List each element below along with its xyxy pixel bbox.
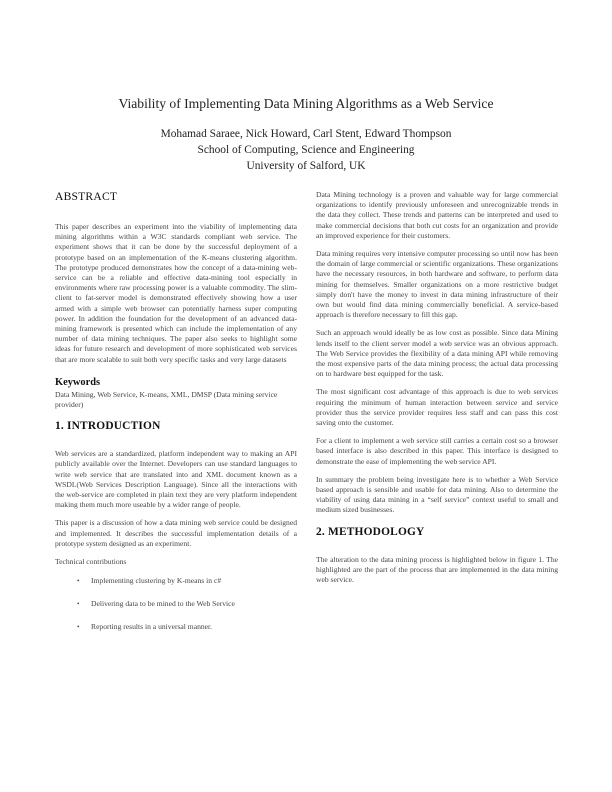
list-item <box>55 599 297 609</box>
intro-paragraph: Data Mining technology is a proven and valuable way for large commercial organizations to identify previously unforeseen and unrecognizable trends in the data they collect. These trends and patterns can be interpreted and used to make commercial decisions that both cut costs for an organization and provide an improved experience for their customers. <box>316 190 558 240</box>
methodology-paragraph: The alteration to the data mining process is highlighted below in figure 1. The highlighted are the part of the process that are implemented in the data mining web service. <box>316 554 558 585</box>
author-block <box>40 126 572 174</box>
keywords-heading: Keywords <box>55 376 101 388</box>
intro-paragraph: This paper is a discussion of how a data mining web service could be designed and implemented. It describes the successful implementation details of a prototype system designed as an experiment. <box>55 518 297 548</box>
keywords-text: Data Mining, Web Service, K-means, XML, DMSP (Data mining service provider) <box>55 389 278 410</box>
list-item <box>55 576 297 586</box>
bullet-icon: • <box>77 577 80 586</box>
intro-paragraph: Web services are a standardized, platform independent way to making an API publicly available over the Internet. Developers can use standard languages to write web service that are translated into and XML document known as a WSDL(Web Services Description Language). Since all the interactions with the web-service are completed in plain text they are very platform independent making them much more useable by a wider range of people. <box>55 449 297 510</box>
methodology-heading: 2. METHODOLOGY <box>316 525 425 538</box>
abstract-text: This paper describes an experiment into the viability of implementing data mining algorithms within a W3C standards compliant web service. The experiment shows that it can be done by the successful deployment of a prototype based on an implementation of the K-means clustering algorithm. The prototype produced demonstrates how the concept of a data-mining web-service can be a reliable and effective data-mining tool especially in environments where raw processing power is a valuable commodity. The slim-client to fat-server model is demonstrated effectively showing how a user armed with a simple web browser can potentially harness super computing power. In addition the foundation for the development of an advanced data-mining framework is presented which can include the implementation of any number of data mining techniques. The paper also seeks to highlight some ideas for future research and development of more sophisticated web services that are more scalable to suit both very specific tasks and very large datasets <box>55 222 297 364</box>
intro-paragraph: For a client to implement a web service still carries a certain cost so a browser based interface is also described in this paper. This interface is designed to demonstrate the ease of implementing the web service API. <box>316 436 558 466</box>
contribution-text: Reporting results in a universal manner. <box>91 622 213 632</box>
left-column <box>55 190 297 645</box>
affiliation-university: University of Salford, UK <box>246 160 366 172</box>
list-item <box>55 622 297 632</box>
affiliation-school: School of Computing, Science and Engineering <box>197 144 415 156</box>
paper-title: Viability of Implementing Data Mining Algorithms as a Web Service <box>118 96 494 111</box>
bullet-icon: • <box>77 623 80 632</box>
contributions-list <box>55 576 297 632</box>
author-names: Mohamad Saraee, Nick Howard, Carl Stent, Edward Thompson <box>160 128 452 140</box>
introduction-heading: 1. INTRODUCTION <box>55 420 161 433</box>
right-column <box>316 190 558 593</box>
intro-paragraph: The most significant cost advantage of this approach is due to web services requiring the minimum of human interaction between service and service provider thus the service provider requires less staff and can pass this cost saving onto the customer. <box>316 387 558 428</box>
intro-paragraph: Such an approach would ideally be as low cost as possible. Since data Mining lends itself to the client server model a web service was an obvious approach. The Web Service provides the flexibility of a data mining API while removing the most expensive parts of the data mining process; the actual data processing on to hardware best equipped for the task. <box>316 328 558 379</box>
abstract-heading: ABSTRACT <box>55 190 118 203</box>
contributions-label: Technical contributions <box>55 557 127 567</box>
contribution-text: Implementing clustering by K-means in c# <box>91 576 222 586</box>
bullet-icon: • <box>77 600 80 609</box>
intro-paragraph: In summary the problem being investigate here is to whether a Web Service based approach is sensible and usable for data mining. Also to determine the viability of using data mining in a “self service” context useful to small and medium sized businesses. <box>316 474 558 515</box>
intro-paragraph: Data mining requires very intensive computer processing so until now has been the domain of large commercial or scientific organizations. These organizations have the necessary resources, in both hardware and software, to perform data mining for themselves. Smaller organizations on a more restrictive budget simply don't have the money to invest in data mining infrastructure of their own but would find data mining commercially beneficial. A service-based approach is therefore necessary to fill this gap. <box>316 249 558 320</box>
contribution-text: Delivering data to be mined to the Web Service <box>91 599 235 609</box>
